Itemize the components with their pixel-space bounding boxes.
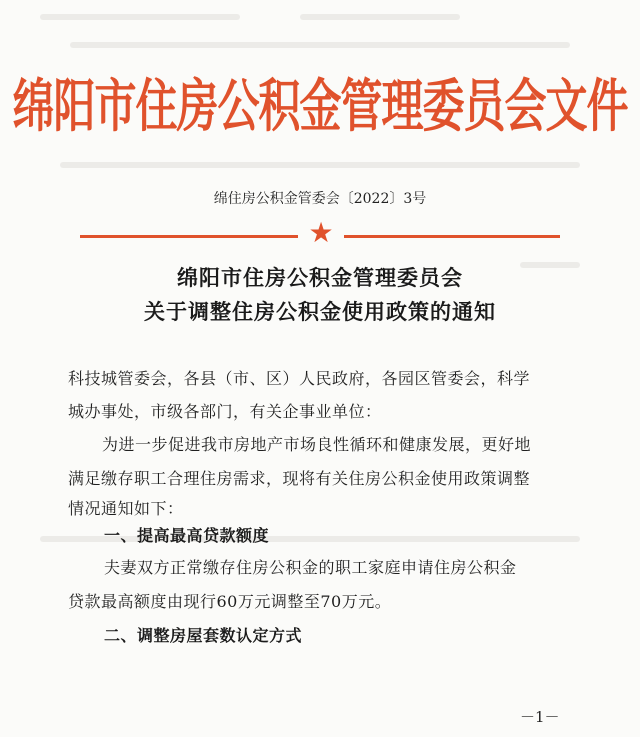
notice-title-line2: 关于调整住房公积金使用政策的通知: [144, 299, 496, 324]
notice-title-line1: 绵阳市住房公积金管理委员会: [177, 265, 463, 290]
show-through-mark: [70, 42, 570, 48]
show-through-mark: [60, 162, 580, 168]
intro-paragraph-line: 满足缴存职工合理住房需求，现将有关住房公积金使用政策调整: [68, 469, 531, 488]
red-divider-left: [80, 235, 298, 238]
red-divider-right: [344, 235, 560, 238]
section-heading: 一、提高最高贷款额度: [104, 526, 270, 545]
document-header-title: 绵阳市住房公积金管理委员会文件: [12, 72, 628, 139]
show-through-mark: [300, 14, 460, 20]
show-through-mark: [40, 14, 240, 20]
section-paragraph-line: 贷款最高额度由现行60万元调整至70万元。: [68, 592, 392, 611]
section-paragraph-line: 夫妻双方正常缴存住房公积金的职工家庭申请住房公积金: [104, 558, 517, 577]
addressee-line: 科技城管委会，各县（市、区）人民政府，各园区管委会，科学: [68, 369, 531, 388]
page-number: －1－: [520, 708, 560, 726]
intro-paragraph-line: 情况通知如下：: [68, 499, 184, 518]
intro-paragraph-line: 为进一步促进我市房地产市场良性循环和健康发展，更好地: [102, 435, 532, 454]
section-heading: 二、调整房屋套数认定方式: [104, 626, 303, 645]
addressee-line: 城办事处，市级各部门，有关企事业单位：: [68, 402, 382, 421]
star-icon: ★: [308, 216, 334, 249]
document-number: 绵住房公积金管委会〔2022〕3号: [213, 191, 427, 207]
